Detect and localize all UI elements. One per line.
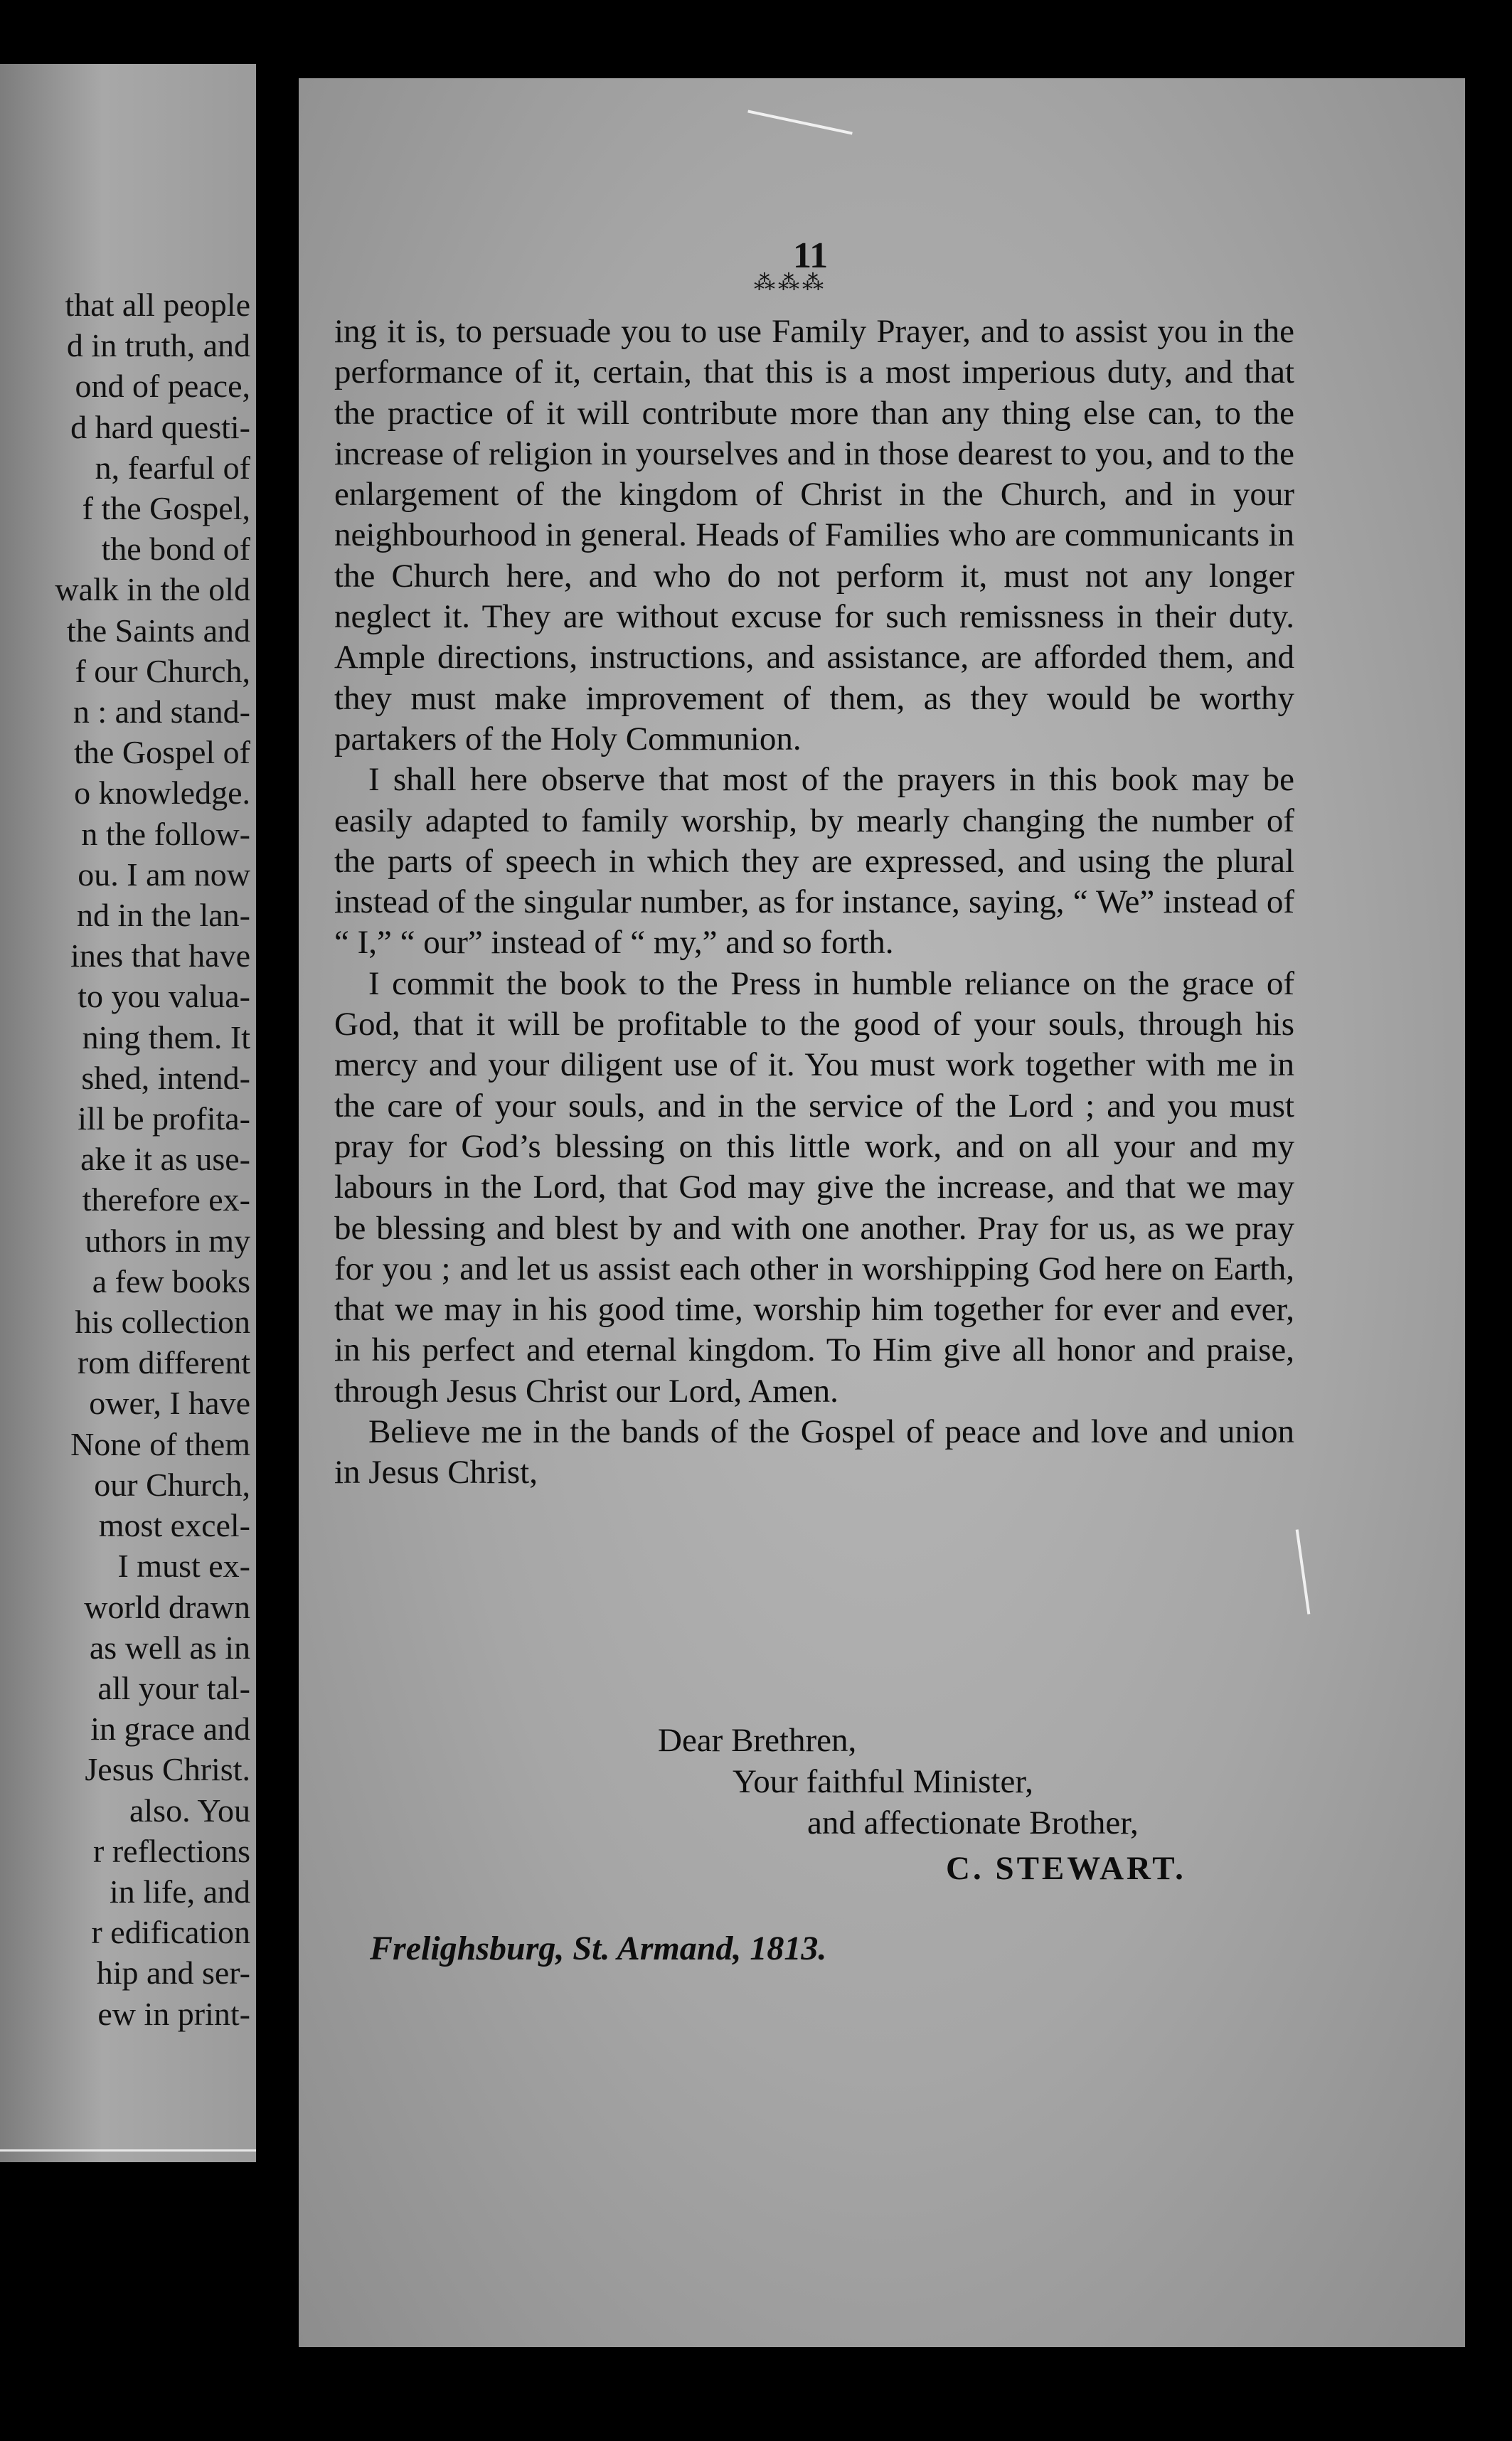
scratch-mark bbox=[1296, 1529, 1311, 1614]
left-page-line: r reflections bbox=[93, 1832, 250, 1869]
closing-line: and affectionate Brother, bbox=[807, 1804, 1139, 1841]
left-page-line: d in truth, and bbox=[66, 327, 250, 364]
left-page-line: ond of peace, bbox=[75, 368, 250, 405]
page-number: 11 bbox=[793, 235, 829, 276]
left-page-line: in grace and bbox=[90, 1711, 250, 1748]
left-page-line: as well as in bbox=[89, 1629, 250, 1666]
left-page-line: ill be profita- bbox=[78, 1100, 250, 1137]
scratch-mark bbox=[747, 110, 853, 134]
left-page-line: the Gospel of bbox=[74, 734, 250, 771]
left-page-line: r edification bbox=[91, 1914, 250, 1951]
left-page-line: f our Church, bbox=[75, 652, 250, 689]
paragraph: I commit the book to the Press in humble reliance on the grace of God, that it will be profitable to the good of your souls, through his mercy and your diligent use of it. You must work together with me in the care of your souls, and in the service of the Lord ; and you must pray for God’s blessing on this little work, and on all your and my labours in the Lord, that God may give the increase, and that we may be blessing and blest by and with one another. Pray for us, as we pray for you ; and let us assist each other in worshipping God here on Earth, that we may in his good time, worship him together for ever and ever, in his perfect and eternal kingdom. To Him give all honor and praise, through Jesus Christ our Lord, Amen. bbox=[334, 964, 1294, 1410]
left-page-line: our Church, bbox=[94, 1466, 250, 1503]
left-page-line: in life, and bbox=[110, 1873, 250, 1910]
left-page-line: his collection bbox=[75, 1304, 250, 1341]
left-page-line: therefore ex- bbox=[82, 1181, 250, 1218]
paragraph: ing it is, to persuade you to use Family Prayer, and to assist you in the performance of it, certain, that this is a most imperious duty, and that the practice of it will contribute more than any thing else can, to the increase of religion in yourselves and in those dearest to you, and to the enlargement of the kingdom of Christ in the Church, and in your neighbourhood in general. Heads of Families who are communicants in the Church here, and who do not perform it, must not any longer neglect it. They are without excuse for such remissness in their duty. Ample directions, instructions, and assistance, are afforded them, and they must make improvement of them, as they would be worthy partakers of the Holy Communion. bbox=[334, 313, 1294, 757]
left-page-line: the bond of bbox=[101, 531, 250, 568]
left-page-line: ower, I have bbox=[89, 1385, 250, 1422]
left-page-line: hip and ser- bbox=[96, 1955, 250, 1991]
left-page-line: uthors in my bbox=[85, 1222, 250, 1259]
left-page-line: walk in the old bbox=[55, 571, 250, 608]
left-page-text bbox=[0, 284, 250, 2034]
left-page-line: ew in print- bbox=[97, 1995, 250, 2032]
body-text bbox=[334, 312, 1294, 1494]
paragraph: Believe me in the bands of the Gospel of peace and love and union in Jesus Christ, bbox=[334, 1413, 1294, 1491]
left-page-line: Jesus Christ. bbox=[85, 1751, 250, 1788]
left-page-line: that all people bbox=[65, 287, 250, 323]
left-page-line: ake it as use- bbox=[80, 1141, 250, 1178]
left-page-line: the Saints and bbox=[66, 612, 250, 649]
left-page-line: nd in the lan- bbox=[77, 897, 250, 934]
left-page-line: a few books bbox=[92, 1262, 250, 1299]
left-page-line: o knowledge. bbox=[74, 775, 250, 812]
left-page-line: most excel- bbox=[98, 1507, 250, 1544]
header-ornament: ⁂⁂⁂ bbox=[754, 271, 826, 294]
left-page-line: all your tal- bbox=[97, 1669, 250, 1706]
left-page-fragment bbox=[0, 64, 256, 2162]
closing-line: Your faithful Minister, bbox=[733, 1763, 1033, 1800]
left-page-line: n the follow- bbox=[81, 815, 250, 852]
left-page-line: I must ex- bbox=[117, 1548, 250, 1585]
left-page-line: None of them bbox=[70, 1425, 250, 1462]
left-page-line: ning them. It bbox=[82, 1019, 250, 1055]
left-page-line: n : and stand- bbox=[73, 693, 250, 730]
left-page-line: rom different bbox=[77, 1344, 250, 1381]
paragraph: I shall here observe that most of the prayers in this book may be easily adapted to family worship, by mearly changing the number of the parts of speech in which they are expressed, and using the plural instead of the singular number, as for instance, saying, “ We” instead of “ I,” “ our” instead of “ my,” and so forth. bbox=[334, 761, 1294, 962]
page-rule bbox=[0, 2149, 256, 2152]
left-page-line: ou. I am now bbox=[78, 856, 250, 893]
left-page-line: to you valua- bbox=[78, 978, 250, 1015]
left-page-line: f the Gospel, bbox=[82, 490, 250, 527]
left-page-line: shed, intend- bbox=[81, 1059, 250, 1096]
dateline: Frelighsburg, St. Armand, 1813. bbox=[370, 1930, 827, 1967]
left-page-line: world drawn bbox=[84, 1588, 250, 1625]
left-page-line: ines that have bbox=[70, 937, 250, 974]
signature: C. STEWART. bbox=[946, 1850, 1186, 1887]
salutation: Dear Brethren, bbox=[658, 1722, 857, 1759]
left-page-line: d hard questi- bbox=[70, 408, 250, 445]
left-page-line: also. You bbox=[129, 1792, 250, 1829]
left-page-line: n, fearful of bbox=[95, 449, 250, 486]
